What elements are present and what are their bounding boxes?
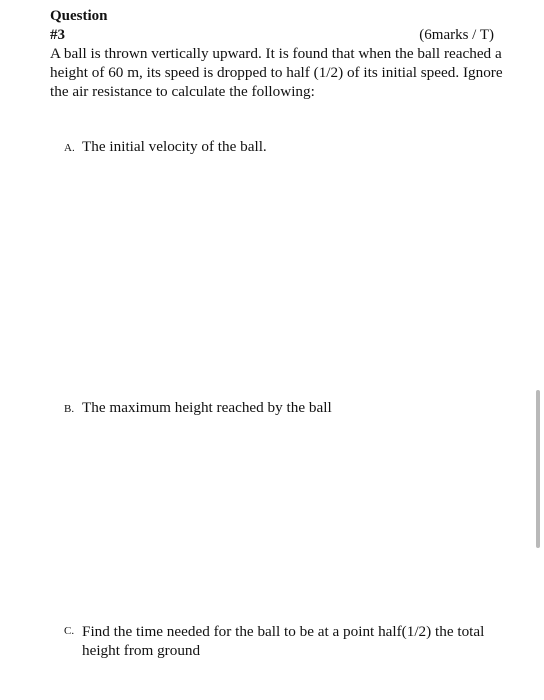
part-a-text: The initial velocity of the ball. (82, 138, 267, 155)
part-a (64, 137, 514, 158)
part-b (64, 398, 514, 419)
part-c-letter: C. (64, 625, 75, 637)
question-number: #3 (50, 27, 65, 43)
part-b-letter: B. (64, 403, 75, 415)
vertical-scrollbar[interactable] (536, 390, 540, 548)
part-c (64, 622, 514, 660)
question-heading: Question (50, 8, 108, 24)
part-a-letter: A. (64, 142, 75, 154)
part-c-text: Find the time needed for the ball to be at a point half(1/2) the total height from ground (82, 623, 485, 659)
part-b-text: The maximum height reached by the ball (82, 399, 332, 416)
question-prompt: A ball is thrown vertically upward. It is found that when the ball reached a height of 60 m, its speed is dropped to half (1/2) of its initial speed. Ignore the air resistance to calculate the following: (50, 45, 503, 100)
question-marks: (6marks / T) (419, 27, 494, 43)
